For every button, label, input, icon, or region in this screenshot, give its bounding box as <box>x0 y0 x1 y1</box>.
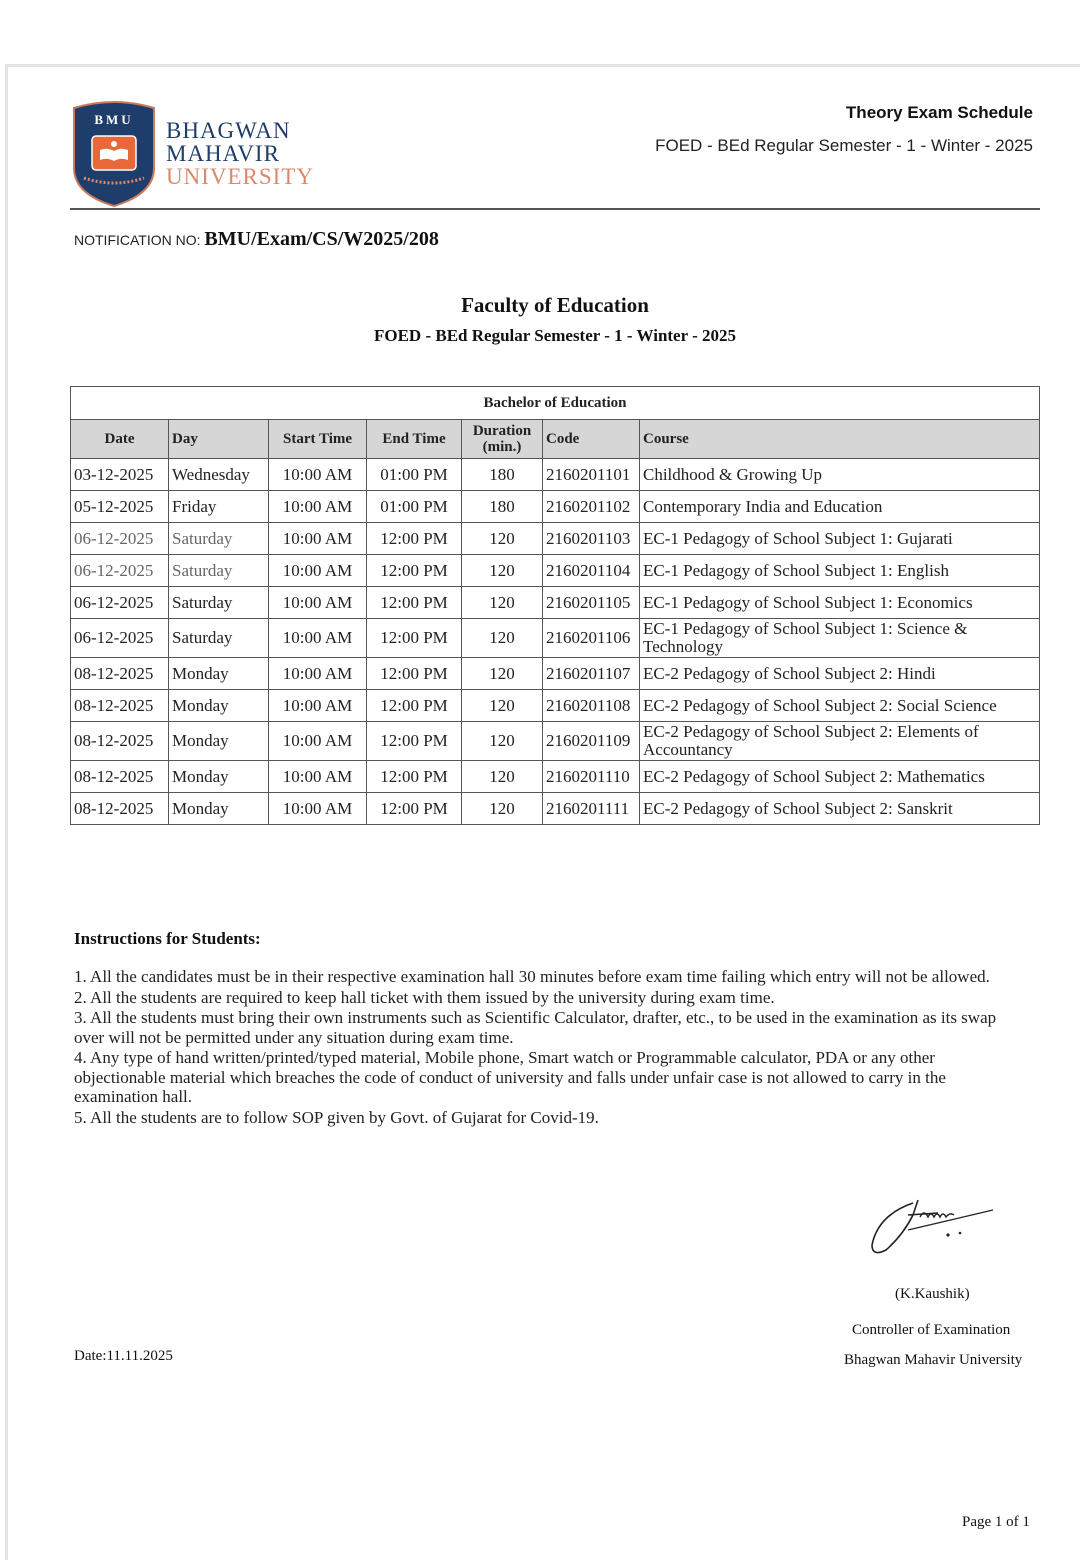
cell-date: 05-12-2025 <box>71 491 169 523</box>
column-header-end-time: End Time <box>367 420 462 459</box>
cell-end-time: 12:00 PM <box>367 587 462 619</box>
cell-day: Monday <box>169 793 269 825</box>
cell-code: 2160201105 <box>543 587 640 619</box>
cell-duration: 120 <box>462 555 543 587</box>
cell-duration: 120 <box>462 523 543 555</box>
cell-end-time: 12:00 PM <box>367 555 462 587</box>
cell-day: Saturday <box>169 555 269 587</box>
cell-date: 06-12-2025 <box>71 619 169 658</box>
cell-start-time: 10:00 AM <box>269 459 367 491</box>
instruction-item: 4. Any type of hand written/printed/typed material, Mobile phone, Smart watch or Programmable calculator, PDA or any other objectionable material which breaches the code of conduct of university and falls under unfair case is not allowed to carry in the examination hall. <box>74 1048 946 1106</box>
instruction-item: 2. All the students are required to keep hall ticket with them issued by the university during exam time. <box>74 987 775 1007</box>
cell-end-time: 12:00 PM <box>367 793 462 825</box>
cell-start-time: 10:00 AM <box>269 587 367 619</box>
cell-duration: 120 <box>462 619 543 658</box>
cell-course: EC-1 Pedagogy of School Subject 1: Gujarati <box>640 523 1040 555</box>
cell-day: Saturday <box>169 619 269 658</box>
table-row <box>71 690 1040 722</box>
signatory-role: Controller of Examination <box>852 1322 1011 1338</box>
cell-duration: 180 <box>462 491 543 523</box>
cell-end-time: 12:00 PM <box>367 690 462 722</box>
table-row <box>71 761 1040 793</box>
cell-day: Saturday <box>169 523 269 555</box>
cell-duration: 120 <box>462 761 543 793</box>
cell-date: 06-12-2025 <box>71 555 169 587</box>
cell-duration: 120 <box>462 690 543 722</box>
table-row <box>71 555 1040 587</box>
cell-course: Childhood & Growing Up <box>640 459 1040 491</box>
cell-course: EC-2 Pedagogy of School Subject 2: Hindi <box>640 658 1040 690</box>
cell-course: EC-2 Pedagogy of School Subject 2: Sanskrit <box>640 793 1040 825</box>
instruction-item: 1. All the candidates must be in their respective examination hall 30 minutes before exam time failing which entry will not be allowed. <box>74 967 990 986</box>
instructions-list <box>74 967 1024 1128</box>
cell-code: 2160201104 <box>543 555 640 587</box>
cell-day: Wednesday <box>169 459 269 491</box>
table-row <box>71 619 1040 658</box>
cell-code: 2160201110 <box>543 761 640 793</box>
cell-date: 08-12-2025 <box>71 690 169 722</box>
cell-duration: 120 <box>462 793 543 825</box>
university-shield-logo-icon <box>70 98 158 208</box>
svg-text:BMU: BMU <box>94 112 134 127</box>
cell-course: EC-1 Pedagogy of School Subject 1: English <box>640 555 1040 587</box>
cell-date: 06-12-2025 <box>71 523 169 555</box>
cell-course: EC-2 Pedagogy of School Subject 2: Mathematics <box>640 761 1040 793</box>
wordmark-line-2: MAHAVIR <box>166 141 280 166</box>
page-number: Page 1 of 1 <box>962 1514 1030 1530</box>
signatory-name: (K.Kaushik) <box>895 1286 970 1302</box>
cell-date: 03-12-2025 <box>71 459 169 491</box>
cell-end-time: 12:00 PM <box>367 761 462 793</box>
cell-day: Monday <box>169 658 269 690</box>
column-header-duration: Duration (min.) <box>462 420 543 459</box>
document-type: Theory Exam Schedule <box>845 103 1033 122</box>
cell-day: Friday <box>169 491 269 523</box>
document-header <box>655 103 1033 156</box>
column-header-course: Course <box>640 420 1040 459</box>
cell-code: 2160201108 <box>543 690 640 722</box>
cell-start-time: 10:00 AM <box>269 491 367 523</box>
cell-code: 2160201106 <box>543 619 640 658</box>
table-caption: Bachelor of Education <box>71 387 1040 420</box>
table-row <box>71 793 1040 825</box>
cell-date: 08-12-2025 <box>71 793 169 825</box>
cell-start-time: 10:00 AM <box>269 722 367 761</box>
cell-date: 08-12-2025 <box>71 722 169 761</box>
cell-duration: 180 <box>462 459 543 491</box>
cell-start-time: 10:00 AM <box>269 555 367 587</box>
cell-start-time: 10:00 AM <box>269 658 367 690</box>
cell-duration: 120 <box>462 658 543 690</box>
exam-schedule-table <box>70 386 1040 825</box>
cell-course: EC-1 Pedagogy of School Subject 1: Economics <box>640 587 1040 619</box>
cell-end-time: 12:00 PM <box>367 722 462 761</box>
cell-day: Saturday <box>169 587 269 619</box>
wordmark-line-1: BHAGWAN <box>166 118 291 143</box>
instruction-item: 3. All the students must bring their own instruments such as Scientific Calculator, drafter, etc., to be used in the examination as its swap over will not be permitted under any situation during exam time. <box>74 1008 997 1047</box>
cell-start-time: 10:00 AM <box>269 761 367 793</box>
cell-date: 06-12-2025 <box>71 587 169 619</box>
cell-start-time: 10:00 AM <box>269 793 367 825</box>
table-row <box>71 459 1040 491</box>
cell-date: 08-12-2025 <box>71 761 169 793</box>
notification-label: NOTIFICATION NO: <box>74 232 205 248</box>
signature-icon <box>868 1195 998 1260</box>
cell-code: 2160201109 <box>543 722 640 761</box>
table-row <box>71 722 1040 761</box>
cell-date: 08-12-2025 <box>71 658 169 690</box>
faculty-subtitle: FOED - BEd Regular Semester - 1 - Winter - 2025 <box>373 326 736 345</box>
cell-code: 2160201103 <box>543 523 640 555</box>
table-header-row <box>71 420 1040 459</box>
cell-course: Contemporary India and Education <box>640 491 1040 523</box>
document-date: Date:11.11.2025 <box>74 1348 173 1364</box>
cell-end-time: 12:00 PM <box>367 619 462 658</box>
cell-start-time: 10:00 AM <box>269 619 367 658</box>
header-divider <box>70 208 1040 210</box>
notification-value: BMU/Exam/CS/W2025/208 <box>204 228 439 250</box>
column-header-day: Day <box>169 420 269 459</box>
cell-code: 2160201102 <box>543 491 640 523</box>
column-header-start-time: Start Time <box>269 420 367 459</box>
cell-day: Monday <box>169 761 269 793</box>
cell-course: EC-2 Pedagogy of School Subject 2: Social Science <box>640 690 1040 722</box>
column-header-code: Code <box>543 420 640 459</box>
cell-end-time: 01:00 PM <box>367 491 462 523</box>
cell-start-time: 10:00 AM <box>269 690 367 722</box>
cell-course: EC-2 Pedagogy of School Subject 2: Elements of Accountancy <box>640 722 1040 761</box>
cell-duration: 120 <box>462 722 543 761</box>
faculty-title: Faculty of Education <box>461 293 649 317</box>
column-header-date: Date <box>71 420 169 459</box>
university-wordmark <box>166 119 314 188</box>
program-line: FOED - BEd Regular Semester - 1 - Winter - 2025 <box>655 136 1033 155</box>
cell-end-time: 01:00 PM <box>367 459 462 491</box>
table-row <box>71 587 1040 619</box>
cell-start-time: 10:00 AM <box>269 523 367 555</box>
wordmark-line-3: UNIVERSITY <box>166 164 314 189</box>
signatory-organization: Bhagwan Mahavir University <box>844 1352 1023 1368</box>
cell-duration: 120 <box>462 587 543 619</box>
cell-end-time: 12:00 PM <box>367 658 462 690</box>
instructions-title: Instructions for Students: <box>74 929 261 948</box>
cell-course: EC-1 Pedagogy of School Subject 1: Science & Technology <box>640 619 1040 658</box>
cell-code: 2160201111 <box>543 793 640 825</box>
table-row <box>71 658 1040 690</box>
cell-day: Monday <box>169 722 269 761</box>
notification-number <box>74 228 439 251</box>
table-row <box>71 491 1040 523</box>
cell-code: 2160201101 <box>543 459 640 491</box>
instruction-item: 5. All the students are to follow SOP given by Govt. of Gujarat for Covid-19. <box>74 1107 599 1127</box>
table-row <box>71 523 1040 555</box>
cell-code: 2160201107 <box>543 658 640 690</box>
cell-day: Monday <box>169 690 269 722</box>
cell-end-time: 12:00 PM <box>367 523 462 555</box>
